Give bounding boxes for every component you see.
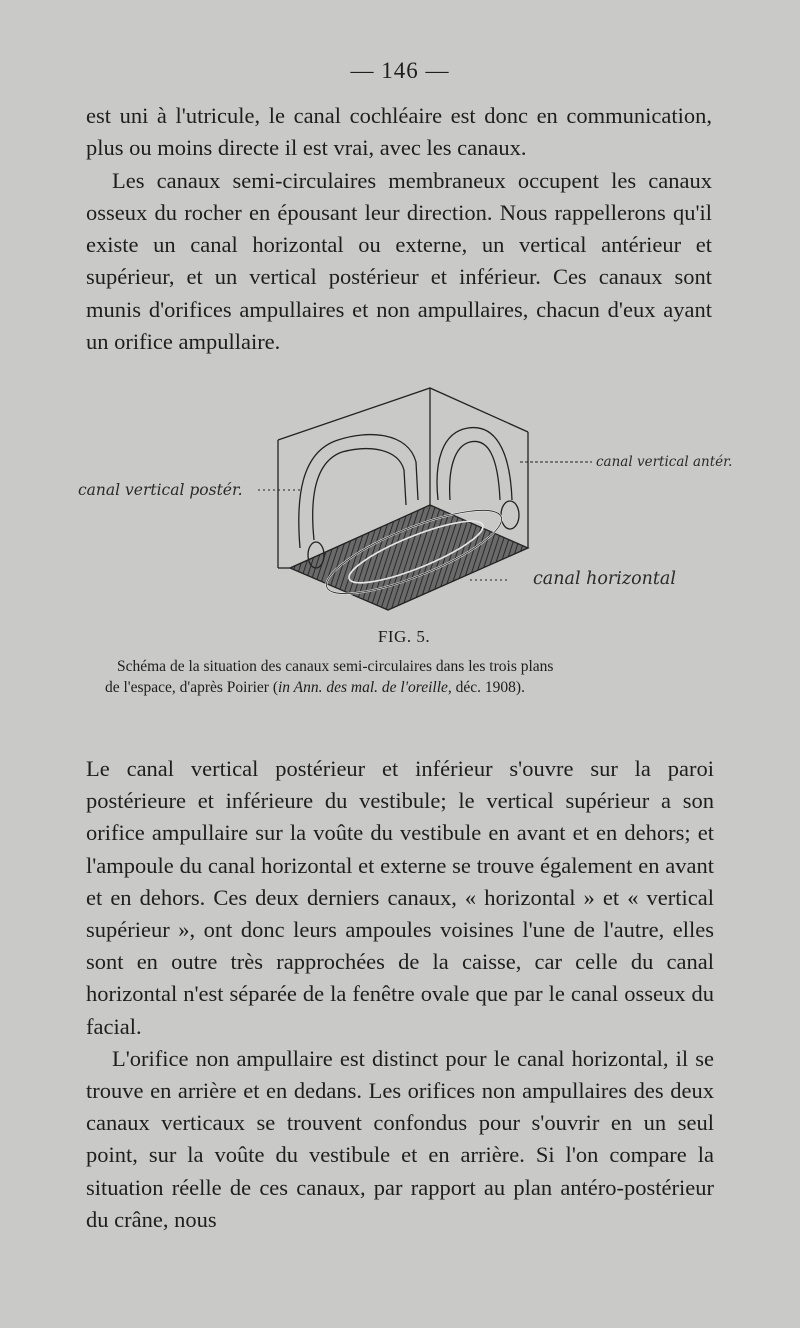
caption-line-2: de l'espace, d'après Poirier (in Ann. des mal. de l'oreille, déc. 1908). bbox=[105, 679, 525, 696]
posterior-wall-edges bbox=[278, 388, 528, 440]
label-horizontal-canal: canal horizontal bbox=[533, 569, 676, 589]
text-block-top bbox=[86, 100, 712, 358]
caption-line-1: Schéma de la situation des canaux semi-circulaires dans les trois plans bbox=[117, 658, 554, 675]
text-block-bottom bbox=[86, 753, 714, 1236]
label-anterior-canal: canal vertical antér. bbox=[596, 454, 733, 470]
horizontal-plane bbox=[290, 505, 528, 610]
anterior-canal-inner bbox=[450, 441, 500, 500]
anterior-canal-outer bbox=[437, 428, 512, 500]
paragraph-4: L'orifice non ampullaire est distinct pour le canal horizontal, il se trouve en arrière et en dedans. Les orifices non ampullaires des deux canaux verticaux se trouvent confondus pour s'ouvrir en un seul point, sur la voûte du vestibule et en arrière. Si l'on compare la situation réelle de ces canaux, par rapport au plan antéro-postérieur du crâne, nous bbox=[86, 1045, 714, 1232]
figure-number: FIG. 5. bbox=[377, 627, 431, 646]
page-number: — 146 — bbox=[350, 58, 450, 83]
paragraph-3: Le canal vertical postérieur et inférieur s'ouvre sur la paroi postérieure et inférieure du vestibule; le vertical supérieur a son orifice ampullaire sur la voûte du vestibule en avant et en dehors; et l'ampoule du canal horizontal et externe se trouve également en avant et en dehors. Ces deux derniers canaux, « horizontal » et « vertical supérieur », ont donc leurs ampoules voisines l'une de l'autre, elles sont en outre très rapprochées de la caisse, car celle du canal horizontal n'est séparée de la fenêtre ovale que par le canal osseux du facial. bbox=[86, 756, 714, 1039]
label-posterior-canal: canal vertical postér. bbox=[78, 481, 243, 499]
paragraph-2: Les canaux semi-circulaires membraneux occupent les canaux osseux du rocher en épousant leur direction. Nous rappellerons qu'il existe un canal horizontal ou externe, un vertical antérieur et supérieur, et un vertical postérieur et inférieur. Ces canaux sont munis d'orifices ampullaires et non ampullaires, chacun d'eux ayant un orifice ampullaire. bbox=[86, 167, 712, 355]
paragraph-1: est uni à l'utricule, le canal cochléaire est donc en communication, plus ou moins directe il est vrai, avec les canaux. bbox=[86, 103, 712, 161]
semicircular-canals-diagram bbox=[0, 380, 800, 630]
figure-caption bbox=[105, 656, 705, 698]
